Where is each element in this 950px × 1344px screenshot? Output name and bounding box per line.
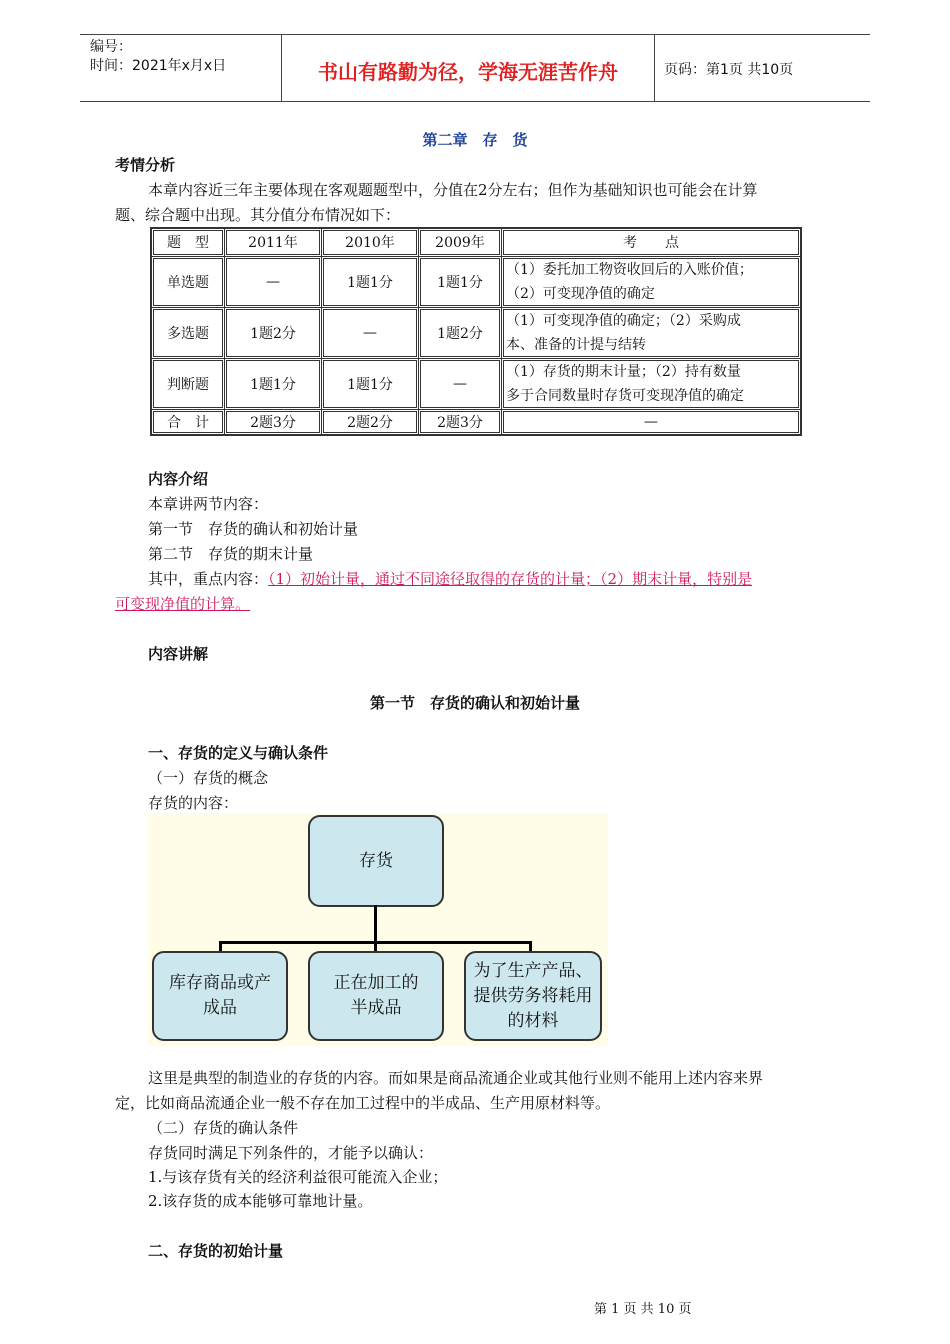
inventory-content-diagram [148, 813, 608, 1046]
table-row [151, 256, 801, 307]
header-top-rule [80, 34, 870, 35]
key-points-line1 [148, 567, 752, 592]
header-motto: 书山有路勤为径，学海无涯苦作舟 [318, 60, 618, 84]
table-cell: — [225, 256, 322, 307]
table-cell: 2题3分 [419, 409, 502, 435]
table-row [151, 307, 801, 358]
content-intro-line2: 第一节 存货的确认和初始计量 [148, 520, 359, 538]
topic-line: 多于合同数量时存货可变现净值的确定 [506, 387, 744, 404]
table-cell: 1题1分 [322, 358, 419, 409]
table-header-row [151, 228, 801, 256]
part1-heading: 一、存货的定义与确认条件 [148, 744, 329, 762]
diagram-child-box-materials [464, 951, 602, 1041]
table-cell-topics [502, 256, 802, 307]
topic-line: （1）存货的期末计量；（2）持有数量 [506, 363, 741, 380]
table-cell: 1题2分 [225, 307, 322, 358]
content-intro-line1: 本章讲两节内容： [148, 495, 269, 513]
diagram-child-label: 正在加工的 半成品 [333, 973, 419, 1018]
table-header-cell: 2009年 [419, 228, 502, 256]
table-cell: 1题2分 [419, 307, 502, 358]
header-divider-right [654, 34, 655, 102]
content-intro-heading: 内容介绍 [148, 470, 209, 488]
diagram-child-box-finished-goods [152, 951, 288, 1041]
table-cell: 合 计 [151, 409, 225, 435]
table-header-cell: 题 型 [151, 228, 225, 256]
condition-1: 1.与该存货有关的经济利益很可能流入企业； [148, 1168, 448, 1186]
analysis-intro-line2: 题、综合题中出现。其分值分布情况如下： [115, 206, 401, 224]
table-cell-topics [502, 307, 802, 358]
topic-line: 本、准备的计提与结转 [506, 336, 646, 353]
topic-line: （1）可变现净值的确定；（2）采购成 [506, 312, 741, 329]
header-page-info: 页码：第1页 共10页 [664, 62, 794, 78]
diagram-root-connector [374, 905, 377, 943]
table-cell: 单选题 [151, 256, 225, 307]
key-points-prefix: 其中，重点内容： [148, 570, 269, 588]
table-header-cell: 2010年 [322, 228, 419, 256]
part1-sub1: （一）存货的概念 [148, 769, 269, 787]
part1-sub2: （二）存货的确认条件 [148, 1119, 299, 1137]
table-total-row [151, 409, 801, 435]
table-header-cell: 考 点 [502, 228, 802, 256]
diagram-child-label: 为了生产产品、 提供劳务将耗用 的材料 [473, 960, 593, 1031]
header-number-label: 编号： [90, 39, 132, 55]
explain-heading: 内容讲解 [148, 645, 209, 663]
content-intro-line3: 第二节 存货的期末计量 [148, 545, 314, 563]
diagram-child-label: 库存商品或产 成品 [169, 973, 271, 1018]
header-meta [90, 38, 226, 76]
part2-heading: 二、存货的初始计量 [148, 1242, 284, 1260]
page-footer: 第 1 页 共 10 页 [594, 1302, 692, 1317]
topic-line: （1）委托加工物资收回后的入账价值； [506, 261, 753, 278]
table-row [151, 358, 801, 409]
score-distribution-table [150, 227, 802, 436]
table-cell: 1题1分 [419, 256, 502, 307]
topic-line: （2）可变现净值的确定 [506, 285, 655, 302]
analysis-heading: 考情分析 [115, 156, 176, 174]
analysis-intro-line1: 本章内容近三年主要体现在客观题题型中，分值在2分左右；但作为基础知识也可能会在计算 [148, 181, 758, 199]
table-cell: — [502, 409, 802, 435]
table-cell: 判断题 [151, 358, 225, 409]
table-cell: — [419, 358, 502, 409]
table-cell: 1题1分 [322, 256, 419, 307]
header-time-label: 时间：2021年x月x日 [90, 58, 227, 74]
diagram-root-label: 存货 [359, 850, 393, 871]
after-diagram-line2: 定，比如商品流通企业一般不存在加工过程中的半成品、生产用原材料等。 [115, 1094, 611, 1112]
header-bottom-rule [80, 101, 870, 102]
table-cell: 2题3分 [225, 409, 322, 435]
section1-title: 第一节 存货的确认和初始计量 [369, 694, 580, 712]
diagram-child-box-work-in-process [308, 951, 444, 1041]
table-cell-topics [502, 358, 802, 409]
part1-content-label: 存货的内容： [148, 794, 239, 812]
table-cell: 1题1分 [225, 358, 322, 409]
key-points-line2: 可变现净值的计算。 [115, 595, 251, 613]
table-cell: — [322, 307, 419, 358]
table-header-cell: 2011年 [225, 228, 322, 256]
table-cell: 多选题 [151, 307, 225, 358]
diagram-root-box [308, 815, 444, 907]
condition-2: 2.该存货的成本能够可靠地计量。 [148, 1192, 373, 1210]
table-cell: 2题2分 [322, 409, 419, 435]
condition-intro: 存货同时满足下列条件的，才能予以确认： [148, 1144, 434, 1162]
key-points-highlight: （1）初始计量，通过不同途径取得的存货的计量；（2）期末计量，特别是 [268, 570, 753, 588]
chapter-title: 第二章 存 货 [422, 131, 528, 149]
after-diagram-line1: 这里是典型的制造业的存货的内容。而如果是商品流通企业或其他行业则不能用上述内容来界 [148, 1069, 764, 1087]
